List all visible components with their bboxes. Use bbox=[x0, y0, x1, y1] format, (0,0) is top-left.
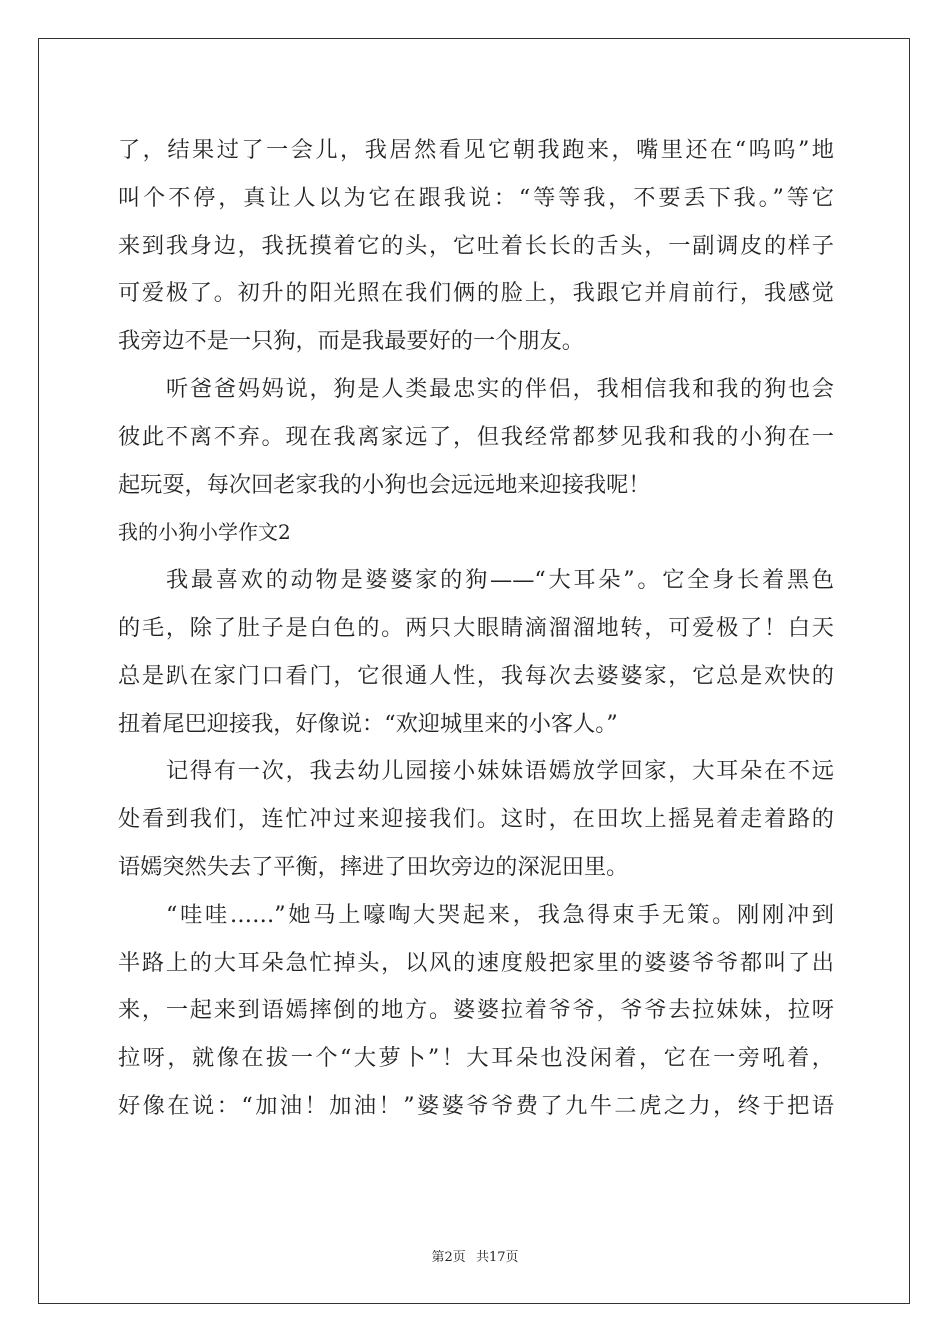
page-number: 第2页 bbox=[431, 1250, 466, 1265]
text-line: 半路上的大耳朵急忙掉头，以风的速度般把家里的婆婆爷爷都叫了出 bbox=[118, 949, 834, 976]
text-line: 处看到我们，连忙冲过来迎接我们。这时，在田坎上摇晃着走着路的 bbox=[118, 806, 834, 833]
text-line: 我旁边不是一只狗，而是我最要好的一个朋友。 bbox=[118, 328, 584, 355]
text-line: 叫个不停，真让人以为它在跟我说：“等等我，不要丢下我。”等它 bbox=[118, 184, 834, 211]
text-line: 我最喜欢的动物是婆婆家的狗——“大耳朵”。它全身长着黑色 bbox=[166, 567, 834, 594]
text-line: 彼此不离不弃。现在我离家远了，但我经常都梦见我和我的小狗在一 bbox=[118, 423, 834, 450]
page-footer bbox=[0, 1246, 950, 1265]
text-line: 拉呀，就像在拔一个“大萝卜”！大耳朵也没闲着，它在一旁吼着， bbox=[118, 1045, 834, 1072]
text-line: 来到我身边，我抚摸着它的头，它吐着长长的舌头，一副调皮的样子 bbox=[118, 232, 834, 259]
text-line: 起玩耍，每次回老家我的小狗也会远远地来迎接我呢！ bbox=[118, 471, 651, 498]
text-line: 的毛，除了肚子是白色的。两只大眼睛滴溜溜地转，可爱极了！白天 bbox=[118, 614, 834, 641]
text-line: 总是趴在家门口看门，它很通人性，我每次去婆婆家，它总是欢快的 bbox=[118, 662, 834, 689]
text-line: 可爱极了。初升的阳光照在我们俩的脸上，我跟它并肩前行，我感觉 bbox=[118, 280, 834, 307]
text-line: 来，一起来到语嫣摔倒的地方。婆婆拉着爷爷，爷爷去拉妹妹，拉呀 bbox=[118, 997, 834, 1024]
text-line: 记得有一次，我去幼儿园接小妹妹语嫣放学回家，大耳朵在不远 bbox=[166, 758, 834, 785]
section-heading: 我的小狗小学作文2 bbox=[118, 520, 291, 545]
text-line: 语嫣突然失去了平衡，摔进了田坎旁边的深泥田里。 bbox=[118, 853, 629, 880]
text-line: “哇哇……”她马上嚎啕大哭起来，我急得束手无策。刚刚冲到 bbox=[166, 901, 834, 928]
document-body bbox=[118, 127, 834, 1131]
page-total: 共17页 bbox=[475, 1250, 519, 1265]
text-line: 了，结果过了一会儿，我居然看见它朝我跑来，嘴里还在“呜呜”地 bbox=[118, 137, 834, 163]
text-line: 好像在说：“加油！加油！”婆婆爷爷费了九牛二虎之力，终于把语 bbox=[118, 1092, 834, 1119]
text-line: 扭着尾巴迎接我，好像说：“欢迎城里来的小客人。” bbox=[118, 710, 618, 737]
text-line: 听爸爸妈妈说，狗是人类最忠实的伴侣，我相信我和我的狗也会 bbox=[166, 375, 834, 402]
